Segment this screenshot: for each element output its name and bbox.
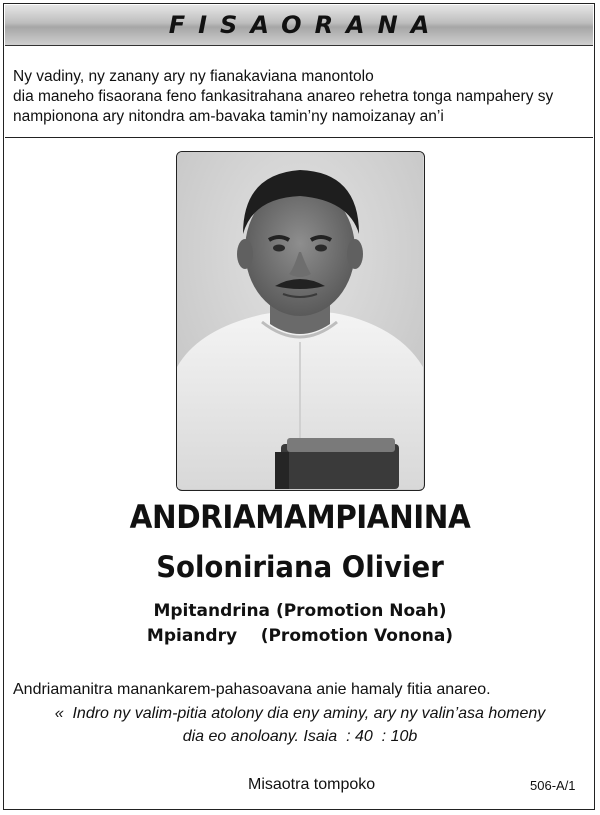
portrait-photo: [176, 151, 425, 491]
verse-line: dia eo anoloany. Isaia : 40 : 10b: [182, 728, 418, 745]
deceased-role: Mpiandry (Promotion Vonona): [146, 626, 454, 646]
deceased-role: Mpitandrina (Promotion Noah): [153, 601, 447, 621]
intro-paragraph: [13, 67, 591, 127]
blessing-text: Andriamanitra manankarem-pahasoavana anie hamaly fitia anareo.: [13, 681, 491, 698]
deceased-given-names: Soloniriana Olivier: [156, 550, 444, 584]
intro-line: dia maneho fisaorana feno fankasitrahana anareo rehetra tonga nampahery sy: [13, 88, 554, 105]
header-banner: [5, 5, 593, 46]
portrait-image: [177, 152, 423, 489]
reference-code: 506-A/1: [530, 778, 576, 793]
divider: [5, 137, 593, 138]
header-title: FISAORANA: [168, 11, 443, 39]
verse-line: « Indro ny valim-pitia atolony dia eny aminy, ary ny valin’asa homeny: [54, 705, 546, 722]
intro-line: nampionona ary nitondra am-bavaka tamin’ny namoizanay an’i: [13, 108, 444, 125]
closing-text: Misaotra tompoko: [248, 776, 376, 793]
intro-line: Ny vadiny, ny zanany ary ny fianakaviana manontolo: [13, 68, 374, 85]
deceased-surname: ANDRIAMAMPIANINA: [129, 498, 471, 536]
